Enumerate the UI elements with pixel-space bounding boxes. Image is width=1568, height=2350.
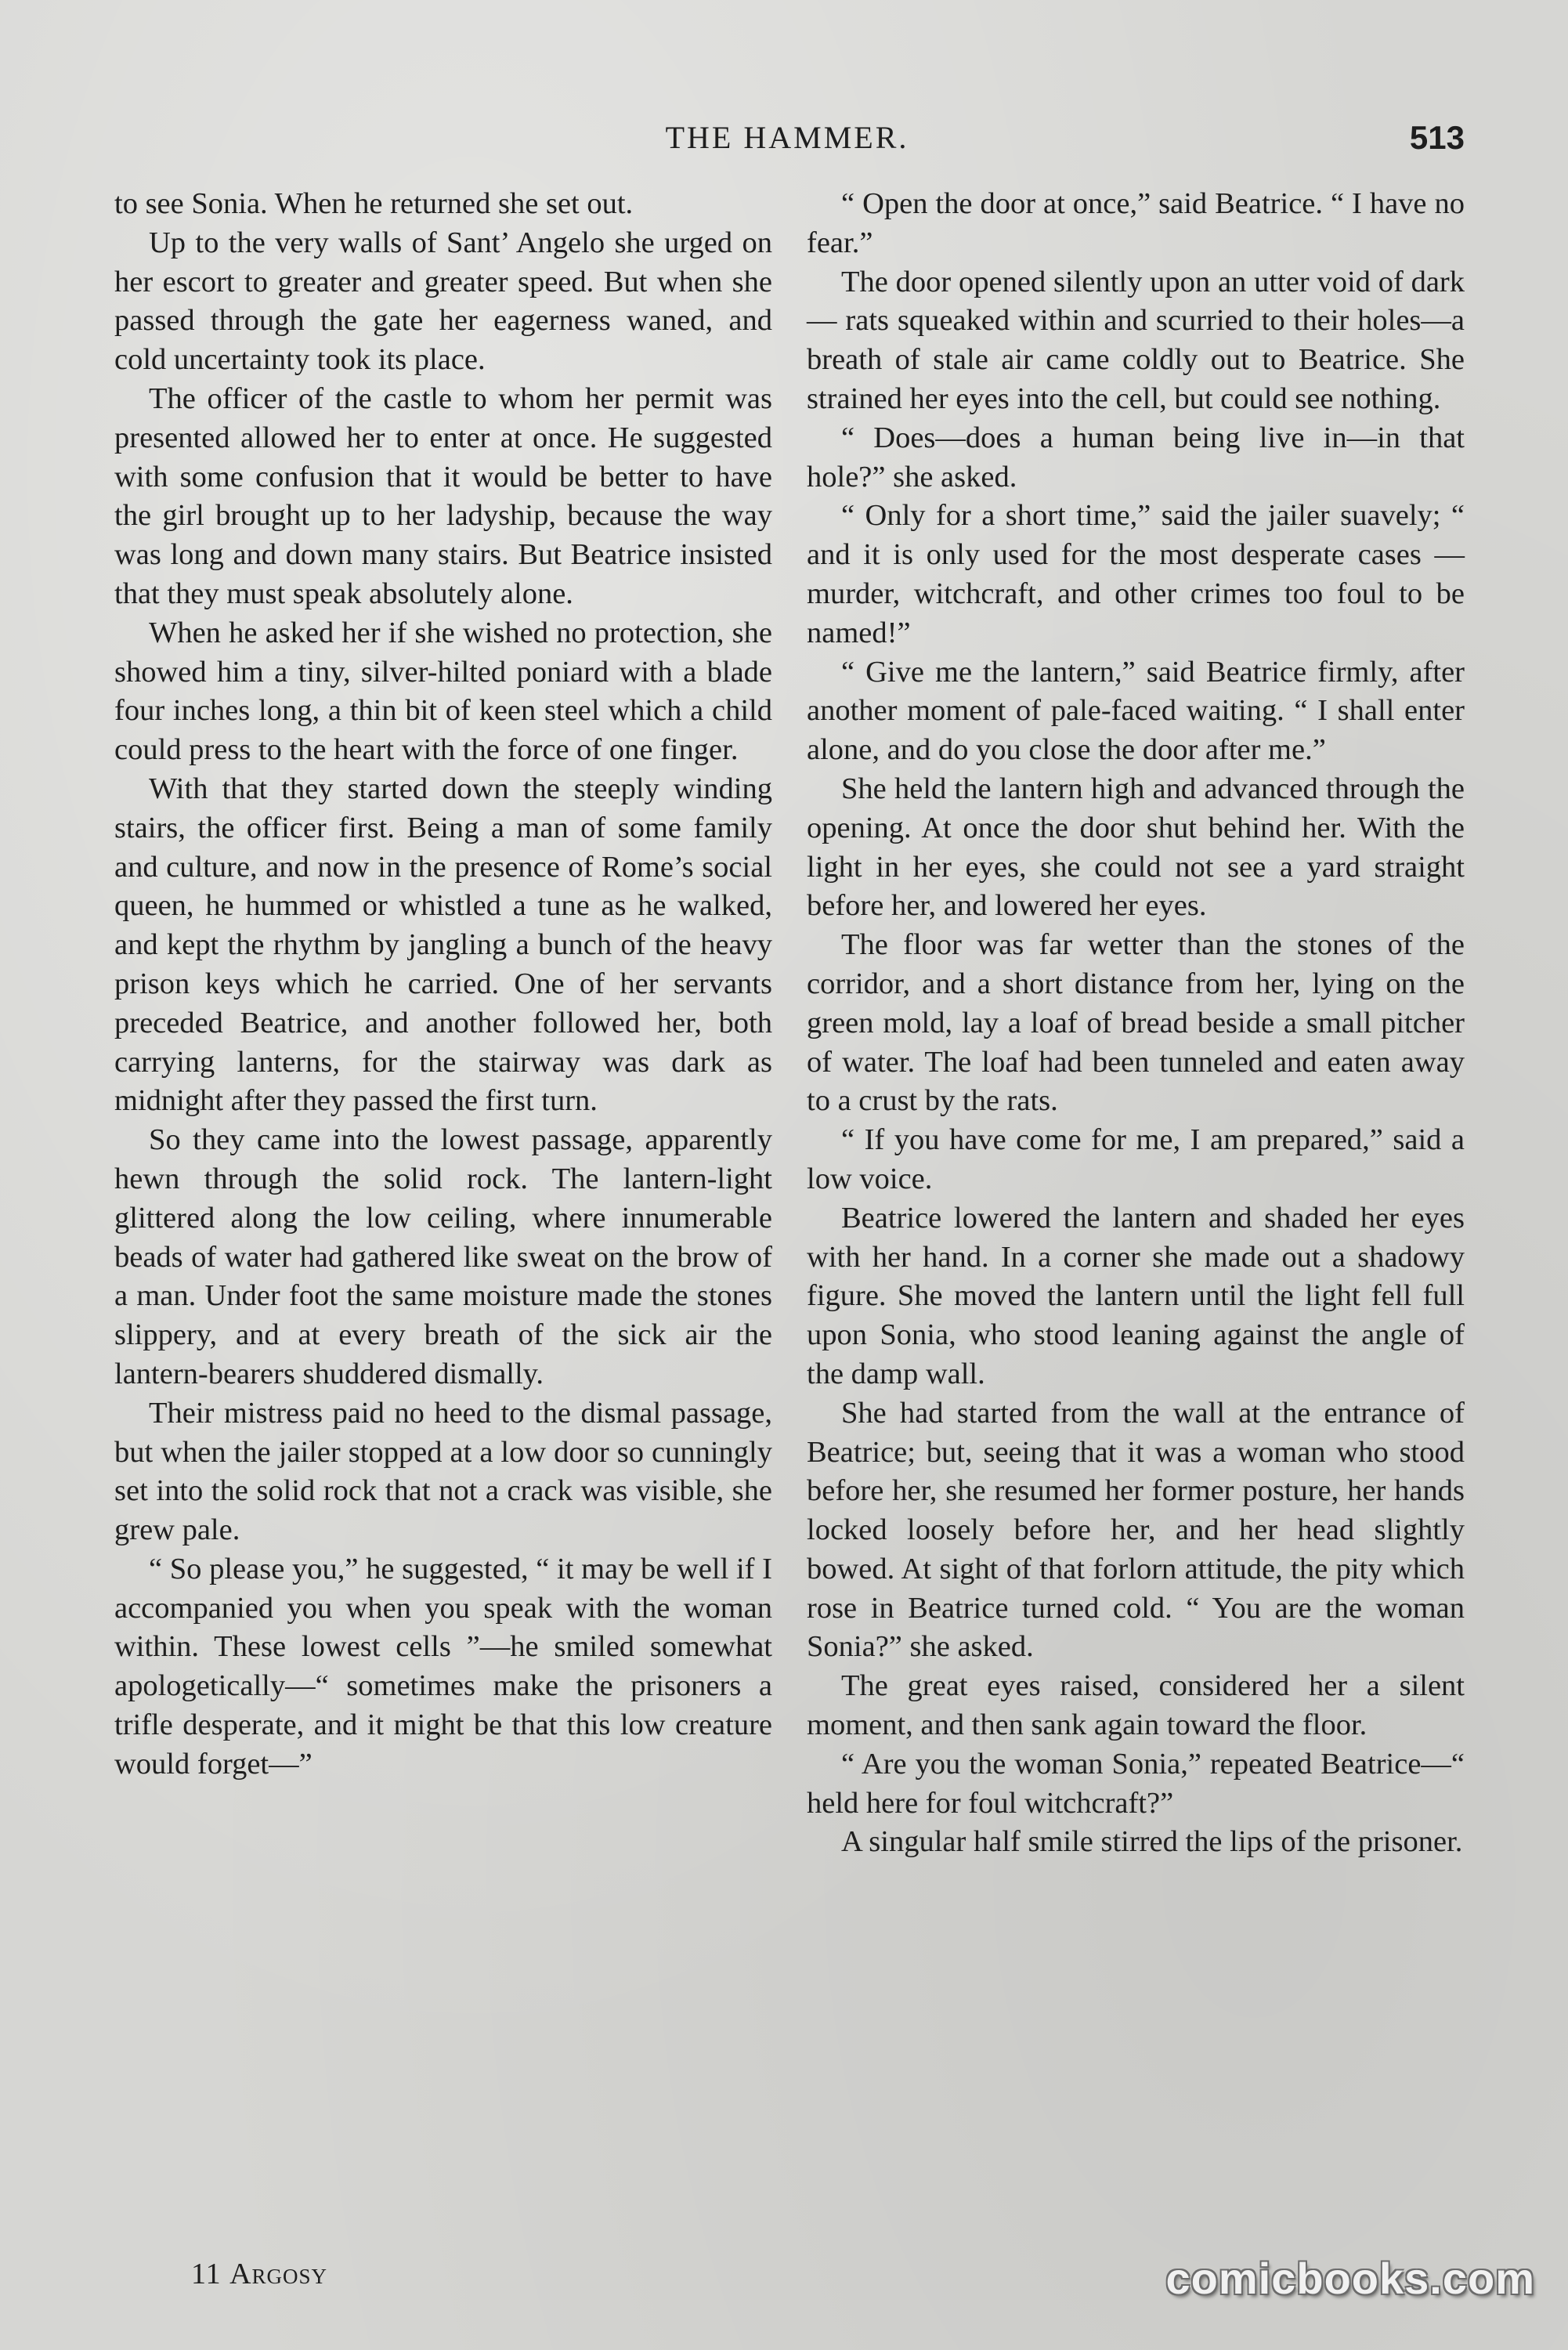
paragraph: “ Open the door at once,” said Beatrice. “ I have no fear.” [807, 187, 1465, 259]
paragraph: Up to the very walls of Sant’ Angelo she urged on her escort to greater and greater speed. But when she passed through the gate her eagerness waned, and cold uncertainty took its place. [114, 226, 772, 377]
paragraph: The officer of the castle to whom her permit was presented allowed her to enter at once. He suggested with some confusion that it would be better to have the girl brought up to her ladyship, because the way was long and down many stairs. But Beatrice insisted that they must speak absolutely alone. [114, 381, 772, 610]
paragraph: “ Give me the lantern,” said Beatrice firmly, after another moment of pale-faced waiting. “ I shall enter alone, and do you close the door after me.” [807, 655, 1465, 767]
signature-mark [191, 2254, 327, 2294]
right-column [807, 185, 1465, 1862]
page-header [110, 114, 1465, 161]
running-title: THE HAMMER. [665, 120, 909, 155]
paragraph: “ Only for a short time,” said the jailer suavely; “ and it is only used for the most desperate cases — murder, witchcraft, and other crimes too foul to be named!” [807, 499, 1465, 649]
paragraph: Beatrice lowered the lantern and shaded her eyes with her hand. In a corner she made out a shadowy figure. She moved the lantern until the light fell full upon Sonia, who stood leaning against the angle of the damp wall. [807, 1201, 1465, 1390]
signature-name: Argosy [229, 2258, 328, 2290]
paragraph: “ Does—does a human being live in—in that hole?” she asked. [807, 421, 1465, 494]
paragraph: With that they started down the steeply winding stairs, the officer first. Being a man of some family and culture, and now in the presence of Rome’s social queen, he hummed or whistled a tune as he walked, and kept the rhythm by jangling a bunch of the heavy prison keys which he carried. One of her servants preceded Beatrice, and another followed her, both carrying lanterns, for the stairway was dark as midnight after they passed the first turn. [114, 772, 772, 1118]
paragraph: When he asked her if she wished no protection, she showed him a tiny, silver-hilted poniard with a blade four inches long, a thin bit of keen steel which a child could press to the heart with the force of one finger. [114, 616, 772, 767]
left-column [114, 185, 772, 1784]
paragraph: Their mistress paid no heed to the dismal passage, but when the jailer stopped at a low door so cunningly set into the solid rock that not a crack was visible, she grew pale. [114, 1396, 772, 1547]
paragraph: “ If you have come for me, I am prepared,” said a low voice. [807, 1123, 1465, 1195]
paragraph: The great eyes raised, considered her a silent moment, and then sank again toward the floor. [807, 1669, 1465, 1742]
paragraph: So they came into the lowest passage, apparently hewn through the solid rock. The lantern-light glittered along the low ceiling, where innumerable beads of water had gathered like sweat on the brow of a man. Under foot the same moisture made the stones slippery, and at every breath of the sick air the lantern-bearers shuddered dismally. [114, 1123, 772, 1390]
paragraph: A singular half smile stirred the lips of the prisoner. [841, 1825, 1463, 1859]
watermark-logo: comicbooks.com [1165, 2254, 1535, 2303]
paragraph: The door opened silently upon an utter void of dark — rats squeaked within and scurried to their holes—a breath of stale air came coldly out to Beatrice. She strained her eyes into the cell, but could see nothing. [807, 265, 1465, 415]
paragraph: She held the lantern high and advanced through the opening. At once the door shut behind her. With the light in her eyes, she could not see a yard straight before her, and lowered her eyes. [807, 772, 1465, 923]
paragraph: “ Are you the woman Sonia,” repeated Beatrice—“ held here for foul witchcraft?” [807, 1747, 1465, 1820]
signature-number: 11 [191, 2258, 222, 2290]
paragraph: She had started from the wall at the entrance of Beatrice; but, seeing that it was a woman who stood before her, she resumed her former posture, her hands locked loosely before her, and her head slightly bowed. At sight of that forlorn attitude, the pity which rose in Beatrice turned cold. “ You are the woman Sonia?” she asked. [807, 1396, 1465, 1664]
page-number: 513 [1409, 119, 1465, 156]
paragraph: to see Sonia. When he returned she set out. [114, 187, 634, 220]
paragraph: The floor was far wetter than the stones of the corridor, and a short distance from her, lying on the green mold, lay a loaf of bread beside a small pitcher of water. The loaf had been tunneled and eaten away to a crust by the rats. [807, 928, 1465, 1118]
paragraph: “ So please you,” he suggested, “ it may be well if I accompanied you when you speak with the woman within. These lowest cells ”—he smiled somewhat apologetically—“ sometimes make the prisoners a trifle desperate, and it might be that this low creature would forget—” [114, 1552, 772, 1781]
